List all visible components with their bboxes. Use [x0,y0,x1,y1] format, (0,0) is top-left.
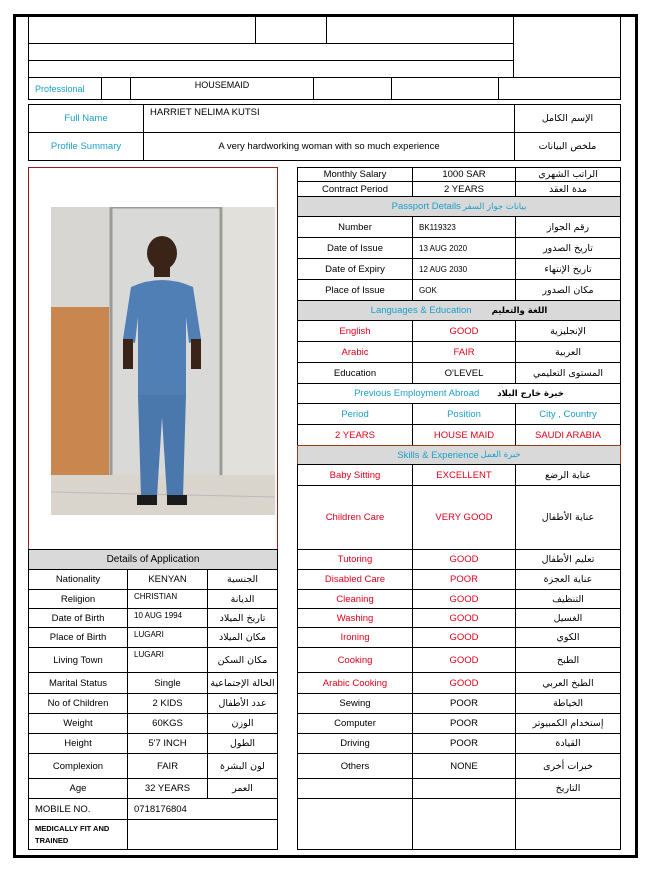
application-row-value: LUGARI [127,647,208,673]
skill-row-label: Children Care [297,485,413,550]
contract-period-arabic: مدة العقد [515,181,621,197]
application-row-value: 32 YEARS [127,778,208,799]
skill-row-arabic: خبرات أخرى [515,753,621,779]
profile-summary-arabic: ملخص البيانات [514,132,621,161]
skill-row-label: Computer [297,713,413,734]
passport-section-title-arabic: بيانات جواز السفر [462,201,527,212]
professional-value: HOUSEMAID [130,77,314,100]
application-row-arabic: الطول [207,733,278,754]
header-divider [513,16,514,78]
passport-section-title: Passport Details [391,201,461,212]
passport-row-arabic: رقم الجواز [515,216,621,238]
profile-summary-value: A very hardworking woman with so much experience [143,132,515,161]
skill-row-arabic: الخياطة [515,693,621,714]
skill-row-value: POOR [412,569,516,590]
header-divider [28,43,513,44]
application-row-arabic: عدد الأطفال [207,693,278,714]
skill-row-value: GOOD [412,549,516,570]
skill-row-value: GOOD [412,589,516,609]
skill-row-label: Ironing [297,627,413,648]
application-row-label: Height [28,733,128,754]
skills-section-title-arabic: خبرة العمل [480,450,521,460]
application-row-arabic: الحالة الإجتماعية [207,672,278,694]
skill-row-arabic: إستخدام الكمبيوتر [515,713,621,734]
application-row-value: FAIR [127,753,208,779]
passport-row-value: 12 AUG 2030 [412,258,516,280]
professional-blank [498,77,621,100]
employment-section-title: Previous Employment Abroad [354,388,480,399]
passport-row-arabic: تاريخ الصدور [515,237,621,259]
passport-row-label: Date of Expiry [297,258,413,280]
professional-blank [391,77,499,100]
skill-row-label: Disabled Care [297,569,413,590]
professional-label: Professional [28,77,102,100]
employment-country: SAUDI ARABIA [515,424,621,446]
skill-row-arabic: التنظيف [515,589,621,609]
employment-section-title-arabic: خبرة خارج البلاد [497,388,564,399]
passport-row-label: Place of Issue [297,279,413,301]
skill-row-value: GOOD [412,647,516,673]
passport-row-value: BK119323 [412,216,516,238]
application-gap-column [277,549,298,850]
language-row-arabic: العربية [515,341,621,363]
skill-row-arabic: الغسيل [515,608,621,628]
languages-section-title-arabic: اللغة والتعليم [491,305,548,316]
language-row-value: GOOD [412,320,516,342]
contract-period-label: Contract Period [297,181,413,197]
application-row-value: KENYAN [127,569,208,590]
medical-status [28,819,128,850]
application-row-label: Marital Status [28,672,128,694]
language-row-arabic: المستوى التعليمي [515,362,621,384]
salary-value: 1000 SAR [412,167,516,182]
skill-row-label: Arabic Cooking [297,672,413,694]
professional-blank [313,77,392,100]
skill-row-arabic: الطبخ [515,647,621,673]
skill-row-arabic: عناية الرضع [515,464,621,486]
skill-row-value: POOR [412,713,516,734]
skill-row-arabic: القيادة [515,733,621,754]
application-row-arabic: تاريخ الميلاد [207,608,278,628]
medical-blank [127,819,278,850]
contract-period-value: 2 YEARS [412,181,516,197]
skill-row-label: Sewing [297,693,413,714]
language-row-label: Education [297,362,413,384]
date-blank [412,778,516,799]
footer-blank [412,798,516,850]
skill-row-value: GOOD [412,608,516,628]
language-row-label: Arabic [297,341,413,363]
skill-row-value: EXCELLENT [412,464,516,486]
application-row-arabic: مكان السكن [207,647,278,673]
date-blank [297,778,413,799]
salary-label: Monthly Salary [297,167,413,182]
application-row-value: LUGARI [127,627,208,648]
skill-row-value: NONE [412,753,516,779]
header-blank-grid [28,16,621,78]
employment-col-period: Period [297,403,413,425]
medical-status-line1: MEDICALLY FIT AND [35,824,110,833]
language-row-arabic: الإنجليزية [515,320,621,342]
application-row-arabic: العمر [207,778,278,799]
footer-blank [515,798,621,850]
skill-row-label: Baby Sitting [297,464,413,486]
application-row-label: Age [28,778,128,799]
professional-gap [101,77,131,100]
application-row-arabic: مكان الميلاد [207,627,278,648]
application-row-arabic: الوزن [207,713,278,734]
skill-row-value: VERY GOOD [412,485,516,550]
skill-row-label: Driving [297,733,413,754]
skill-row-arabic: تعليم الأطفال [515,549,621,570]
mobile-label: MOBILE NO. [28,798,128,820]
skill-row-arabic: عناية الأطفال [515,485,621,550]
employment-position: HOUSE MAID [412,424,516,446]
passport-section-header [297,196,621,217]
skill-row-value: GOOD [412,672,516,694]
language-row-label: English [297,320,413,342]
candidate-photo-illustration [51,207,275,515]
application-row-label: Date of Birth [28,608,128,628]
header-divider [28,60,513,61]
application-row-value: 5'7 INCH [127,733,208,754]
skill-row-label: Others [297,753,413,779]
passport-row-label: Date of Issue [297,237,413,259]
footer-blank [297,798,413,850]
employment-section-header [297,383,621,404]
application-row-label: Living Town [28,647,128,673]
skill-row-label: Tutoring [297,549,413,570]
skill-row-label: Cooking [297,647,413,673]
date-arabic: التاريخ [515,778,621,799]
application-section-header: Details of Application [28,549,278,570]
skill-row-arabic: الكوي [515,627,621,648]
skill-row-label: Washing [297,608,413,628]
application-row-value: 60KGS [127,713,208,734]
skills-section-header [297,445,621,465]
salary-arabic: الراتب الشهري [515,167,621,182]
profile-summary-label: Profile Summary [28,132,144,161]
application-row-arabic: لون البشرة [207,753,278,779]
header-divider [255,16,256,44]
passport-row-label: Number [297,216,413,238]
languages-section-header [297,300,621,321]
application-row-arabic: الجنسية [207,569,278,590]
medical-status-line2: TRAINED [35,836,69,845]
full-name-value: HARRIET NELIMA KUTSI [143,104,515,133]
mobile-value: 0718176804 [127,798,278,820]
application-row-label: No of Children [28,693,128,714]
passport-row-value: 13 AUG 2020 [412,237,516,259]
application-row-label: Place of Birth [28,627,128,648]
application-row-value: CHRISTIAN [127,589,208,609]
application-row-value: 2 KIDS [127,693,208,714]
language-row-value: O'LEVEL [412,362,516,384]
application-row-arabic: الديانة [207,589,278,609]
header-divider [326,16,327,44]
application-row-label: Nationality [28,569,128,590]
employment-col-country: City , Country [515,403,621,425]
application-row-value: 10 AUG 1994 [127,608,208,628]
employment-period: 2 YEARS [297,424,413,446]
application-row-label: Weight [28,713,128,734]
skill-row-value: POOR [412,733,516,754]
full-name-label: Full Name [28,104,144,133]
candidate-photo [51,207,275,515]
employment-col-position: Position [412,403,516,425]
passport-row-arabic: مكان الصدور [515,279,621,301]
application-row-label: Religion [28,589,128,609]
skill-row-label: Cleaning [297,589,413,609]
skill-row-arabic: الطبخ العربي [515,672,621,694]
passport-row-value: GOK [412,279,516,301]
application-row-value: Single [127,672,208,694]
passport-row-arabic: تاريخ الإنتهاء [515,258,621,280]
application-row-label: Complexion [28,753,128,779]
skill-row-value: GOOD [412,627,516,648]
skills-section-title: Skills & Experience [397,449,479,461]
languages-section-title: Languages & Education [370,305,472,316]
full-name-arabic: الإسم الكامل [514,104,621,133]
skill-row-arabic: عناية العجزة [515,569,621,590]
language-row-value: FAIR [412,341,516,363]
skill-row-value: POOR [412,693,516,714]
